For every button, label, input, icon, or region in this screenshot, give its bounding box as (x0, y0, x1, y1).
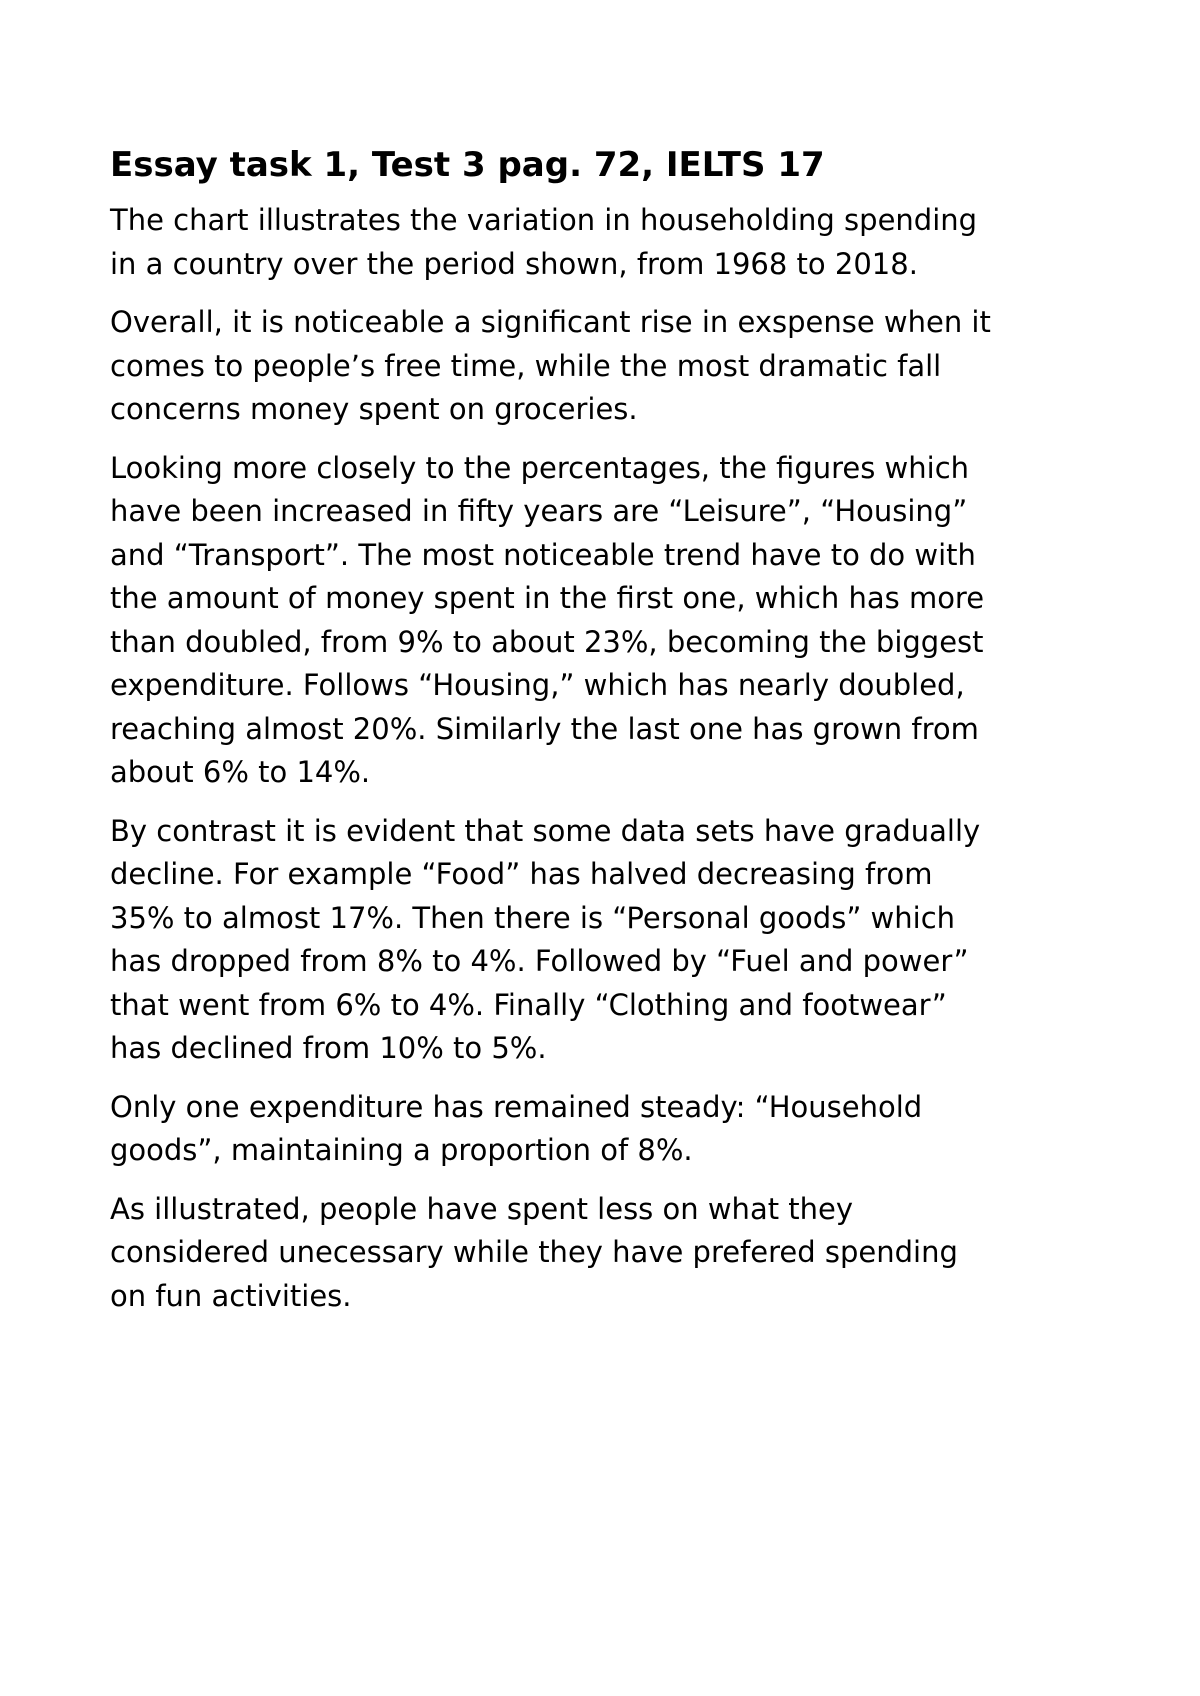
paragraph-introduction (110, 199, 1120, 286)
text-line: reaching almost 20%. Similarly the last one has grown from (110, 711, 979, 746)
text-line: By contrast it is evident that some data sets have gradually (110, 813, 981, 848)
text-line: has declined from 10% to 5%. (110, 1031, 547, 1065)
text-line: comes to people’s free time, while the most dramatic fall (110, 348, 942, 383)
text-line: goods”, maintaining a proportion of 8%. (110, 1133, 693, 1167)
paragraph-steady (110, 1086, 1120, 1173)
text-line: than doubled, from 9% to about 23%, becoming the biggest (110, 624, 984, 659)
text-line: concerns money spent on groceries. (110, 392, 638, 426)
text-line: has dropped from 8% to 4%. Followed by “Fuel and power” (110, 944, 969, 978)
text-line: 35% to almost 17%. Then there is “Personal goods” which (110, 900, 956, 935)
text-line: As illustrated, people have spent less on what they (110, 1191, 854, 1226)
text-line: considered unecessary while they have prefered spending (110, 1235, 958, 1269)
text-line: The chart illustrates the variation in householding spending (110, 203, 978, 237)
text-line: Overall, it is noticeable a significant rise in exspense when it (110, 305, 991, 339)
paragraph-conclusion (110, 1188, 1120, 1319)
essay-title: Essay task 1, Test 3 pag. 72, IELTS 17 (110, 145, 825, 185)
text-line: on fun activities. (110, 1278, 352, 1313)
text-line: about 6% to 14%. (110, 755, 371, 789)
essay-body (110, 143, 1120, 1333)
paragraph-increases (110, 447, 1120, 795)
text-line: in a country over the period shown, from 1968 to 2018. (110, 246, 918, 281)
text-line: decline. For example “Food” has halved decreasing from (110, 857, 933, 891)
paragraph-overview (110, 301, 1120, 432)
text-line: expenditure. Follows “Housing,” which has nearly doubled, (110, 668, 965, 702)
text-line: Only one expenditure has remained steady: “Household (110, 1089, 923, 1124)
text-line: and “Transport”. The most noticeable trend have to do with (110, 537, 976, 572)
text-line: that went from 6% to 4%. Finally “Clothing and footwear” (110, 987, 947, 1022)
text-line: have been increased in fifty years are “Leisure”, “Housing” (110, 494, 968, 528)
paragraph-decreases (110, 810, 1120, 1071)
text-line: Looking more closely to the percentages, the figures which (110, 450, 970, 485)
text-line: the amount of money spent in the first one, which has more (110, 581, 985, 615)
